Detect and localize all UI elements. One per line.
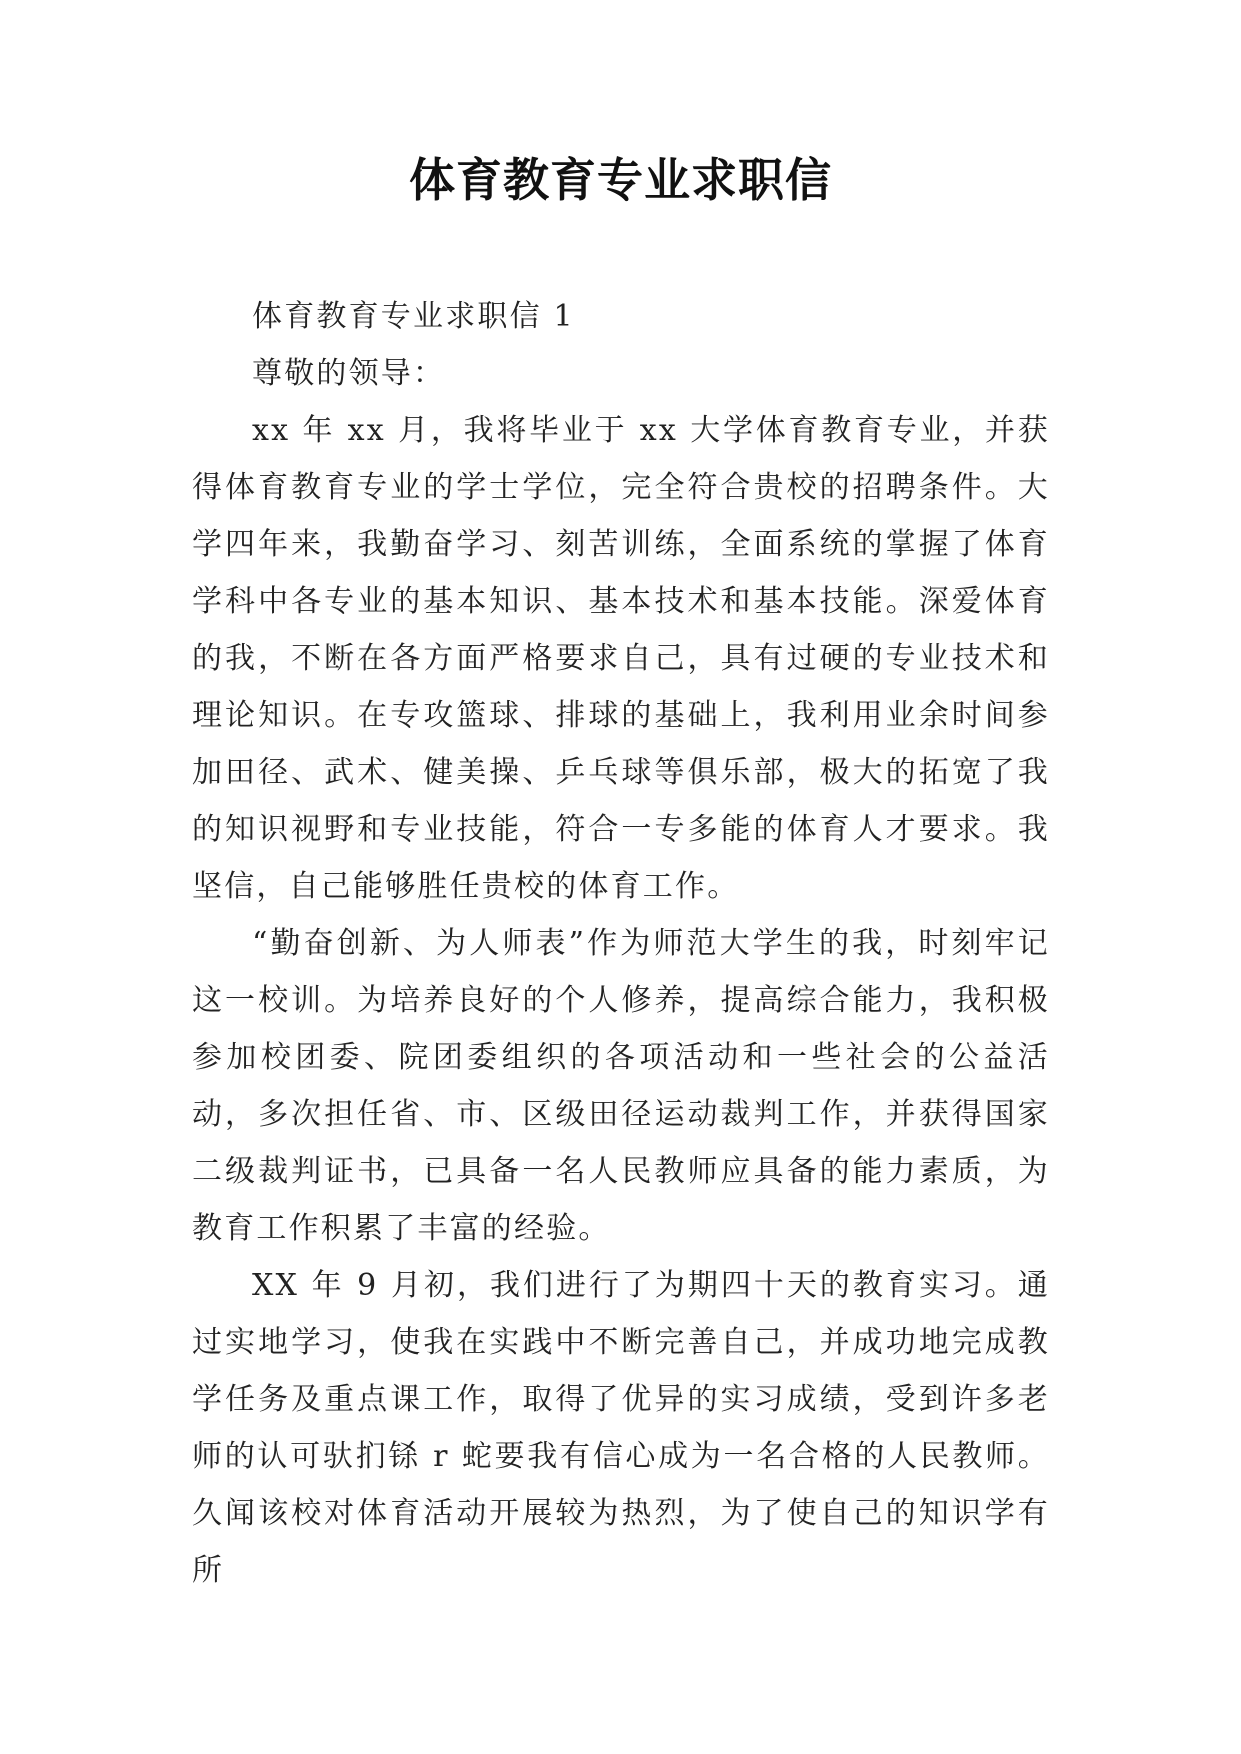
document-title: 体育教育专业求职信 — [409, 153, 832, 207]
paragraph-school-motto: “勤奋创新、为人师表”作为师范大学生的我，时刻牢记这一校训。为培养良好的个人修养，提高综合能力，我积极参加校团委、院团委组织的各项活动和一些社会的公益活动，多次担任省、市、区级田径运动裁判工作，并获得国家二级裁判证书，已具备一名人民教师应具备的能力素质，为教育工作积累了丰富的经验。 — [192, 926, 1050, 1246]
letter-subheading: 体育教育专业求职信 1 — [252, 299, 575, 334]
document-body — [192, 288, 1050, 1599]
paragraph-internship: XX 年 9 月初，我们进行了为期四十天的教育实习。通过实地学习，使我在实践中不断完善自己，并成功地完成教学任务及重点课工作，取得了优异的实习成绩，受到许多老师的认可驮扪铩 r 蛇要我有信心成为一名合格的人民教师。久闻该校对体育活动开展较为热烈，为了使自己的知识学有所 — [192, 1268, 1050, 1588]
letter-salutation: 尊敬的领导： — [252, 356, 446, 391]
paragraph-graduation: xx 年 xx 月，我将毕业于 xx 大学体育教育专业，并获得体育教育专业的学士学位，完全符合贵校的招聘条件。大学四年来，我勤奋学习、刻苦训练，全面系统的掌握了体育学科中各专业的基本知识、基本技术和基本技能。深爱体育的我，不断在各方面严格要求自己，具有过硬的专业技术和理论知识。在专攻篮球、排球的基础上，我利用业余时间参加田径、武术、健美操、乒乓球等俱乐部，极大的拓宽了我的知识视野和专业技能，符合一专多能的体育人才要求。我坚信，自己能够胜任贵校的体育工作。 — [192, 413, 1050, 904]
